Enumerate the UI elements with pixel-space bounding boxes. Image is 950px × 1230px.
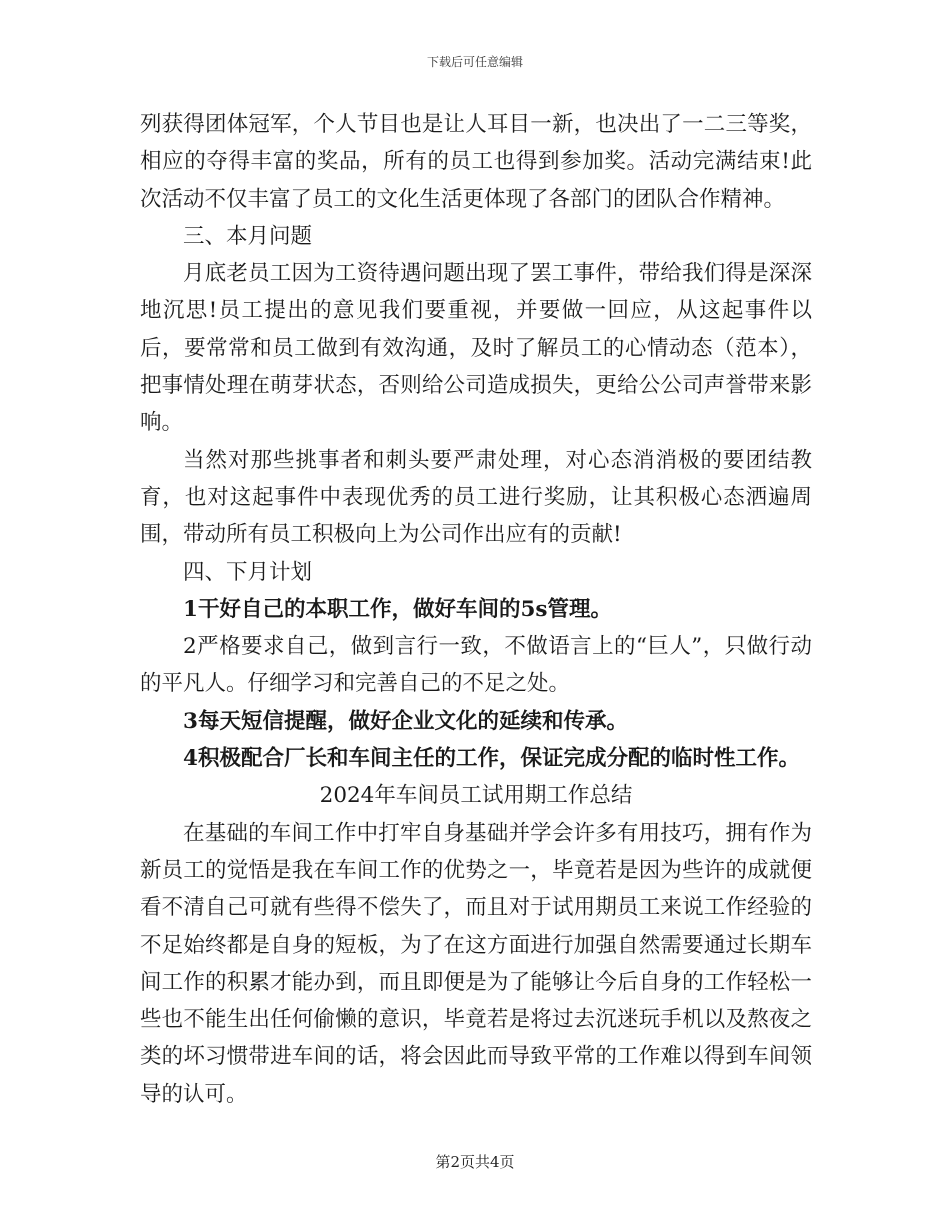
paragraph-handling: 当然对那些挑事者和刺头要严肃处理，对心态消消极的要团结教育，也对这起事件中表现优秀的员工进行奖励，让其积极心态洒遍周围，带动所有员工积极向上为公司作出应有的贡献! — [140, 447, 812, 548]
page-number: 第2页共4页 — [435, 1153, 515, 1171]
document-title: 2024年车间员工试用期工作总结 — [319, 783, 633, 809]
section-heading-plan: 四、下月计划 — [183, 559, 313, 585]
plan-item-2: 2严格要求自己，做到言行一致，不做语言上的“巨人”，只做行动的平凡人。仔细学习和完善自己的不足之处。 — [140, 634, 812, 697]
plan-item-4: 4积极配合厂长和车间主任的工作，保证完成分配的临时性工作。 — [183, 746, 800, 772]
paragraph-activity-result: 列获得团体冠军，个人节目也是让人耳目一新，也决出了一二三等奖，相应的夺得丰富的奖品，所有的员工也得到参加奖。活动完满结束!此次活动不仅丰富了员工的文化生活更体现了各部门的团队合作精神。 — [140, 112, 812, 212]
paragraph-strike-event: 月底老员工因为工资待遇问题出现了罢工事件，带给我们得是深深地沉思!员工提出的意见我们要重视，并要做一回应，从这起事件以后，要常常和员工做到有效沟通，及时了解员工的心情动态（范本），把事情处理在萌芽状态，否则给公司造成损失，更给公公司声誉带来影响。 — [140, 261, 812, 436]
plan-item-3: 3每天短信提醒，做好企业文化的延续和传承。 — [183, 708, 628, 734]
plan-item-1: 1干好自己的本职工作，做好车间的5s管理。 — [183, 596, 613, 622]
section-heading-issues: 三、本月问题 — [183, 223, 313, 249]
paragraph-probation-summary: 在基础的车间工作中打牢自身基础并学会许多有用技巧，拥有作为新员工的觉悟是我在车间工作的优势之一，毕竟若是因为些许的成就便看不清自己可就有些得不偿失了，而且对于试用期员工来说工作经验的不足始终都是自身的短板，为了在这方面进行加强自然需要通过长期车间工作的积累才能办到，而且即便是为了能够让今后自身的工作轻松一些也不能生出任何偷懒的意识，毕竟若是将过去沉迷玩手机以及熬夜之类的坏习惯带进车间的话，将会因此而导致平常的工作难以得到车间领导的认可。 — [140, 820, 812, 1107]
document-body — [140, 106, 812, 1113]
page-header: 下载后可任意编辑 — [426, 55, 523, 69]
